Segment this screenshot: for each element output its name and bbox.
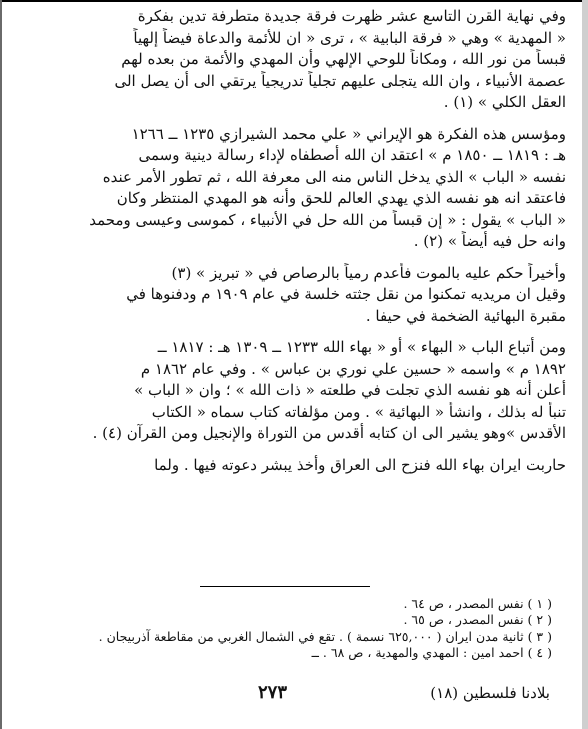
text-line: تنبأ له بذلك ، وانشأ « البهائية » . ومن مؤلفاته كتاب سماه « الكتاب [151, 402, 566, 421]
text-line: « الباب » يقول : « إن قبساً من الله حل في الأنبياء ، كموسى وعيسى ومحمد [89, 210, 566, 229]
text-line: حاربت ايران بهاء الله فنزح الى العراق وأخذ يبشر دعوته فيها . ولما [154, 455, 566, 474]
paragraph-5 [14, 455, 566, 477]
text-line: العقل الكلي » (١) . [443, 93, 566, 111]
text-line: قبساً من نور الله ، ومكاناً للوحي الإلهي وأن المهدي والأئمة من بعده لهم [121, 50, 566, 68]
running-title: بلادنا فلسطين (١٨) [430, 684, 550, 702]
window-left-border [0, 0, 2, 729]
text-line: هـ : ١٨١٩ ــ ١٨٥٠ م » اعتقد ان الله أصطفاه لإداء رسالة دينية وسمى [138, 146, 566, 164]
footnote-4: ( ٤ ) احمد امين : المهدي والمهدية ، ص ٦٨ . ــ [311, 645, 552, 661]
window-top-border [0, 0, 588, 2]
text-line: ومن أتباع الباب « البهاء » أو « بهاء الله ١٢٣٣ ــ ١٣٠٩ هـ : ١٨١٧ ــ [157, 338, 566, 356]
page-footer [40, 684, 550, 708]
footnote-2: ( ٢ ) نفس المصدر ، ص ٦٥ . [403, 612, 552, 628]
text-line: الأقدس »وهو يشير الى ان كتابه أقدس من التوراة والإنجيل ومن القرآن (٤) . [92, 424, 566, 442]
text-line: أعلن أنه هو نفسه الذي تجلت في طلعته « ذات الله » ؛ وان « الباب » [134, 381, 566, 399]
text-line: وفي نهاية القرن التاسع عشر ظهرت فرقة جديدة متطرفة تدين بفكرة [137, 7, 566, 25]
paragraph-2 [14, 124, 566, 253]
paragraph-4 [14, 337, 566, 445]
text-line: عصمة الأنبياء ، وان الله يتجلى عليهم تجلياً تدريجياً يرتقي الى أن يصل الى [114, 71, 566, 90]
window-scrollbar-edge[interactable] [582, 0, 588, 729]
text-line: فاعتقد انه هو نفسه الذي يهدي العالم للحق وأنه هو المهدي المنتظر وكان [116, 189, 566, 207]
paragraph-3 [14, 263, 566, 328]
footnote-1: ( ١ ) نفس المصدر ، ص ٦٤ . [403, 596, 552, 611]
text-line: « المهدية » وهي « فرقة البابية » ، ترى « ان للأئمة والدعاة فيضاً إلهياً [133, 28, 566, 47]
page-number: ٢٧٣ [258, 682, 288, 703]
text-line: وأخيراً حكم عليه بالموت فأعدم رمياً بالرصاص في « تبريز » (٣) [171, 263, 566, 282]
text-line: وقيل ان مريديه تمكنوا من نقل جثته خلسة في عام ١٩٠٩ م ودفنوها في [126, 285, 566, 303]
paragraph-1 [14, 6, 566, 114]
page-body [14, 6, 566, 476]
text-line: وانه حل فيه أيضاً » (٢) . [413, 232, 566, 250]
footnotes [30, 596, 552, 662]
footnote-separator [200, 586, 370, 587]
text-line: ومؤسس هذه الفكرة هو الإيراني « علي محمد الشيرازي ١٢٣٥ ــ ١٢٦٦ [131, 124, 566, 143]
text-line: ١٨٩٢ م » واسمه « حسين علي نوري بن عباس » . وفي عام ١٨٦٢ م [140, 359, 566, 378]
footnote-3: ( ٣ ) ثانية مدن ايران ( ٦٢٥,٠٠٠ نسمة ) . تقع في الشمال الغربي من مقاطعة آذربيجان . [98, 628, 552, 644]
text-line: مقبرة البهائية الضخمة في حيفا . [365, 306, 566, 325]
text-line: نفسه « الباب » الذي يدخل الناس منه الى معرفة الله ، ثم تطور الأمر عنده [102, 167, 566, 186]
